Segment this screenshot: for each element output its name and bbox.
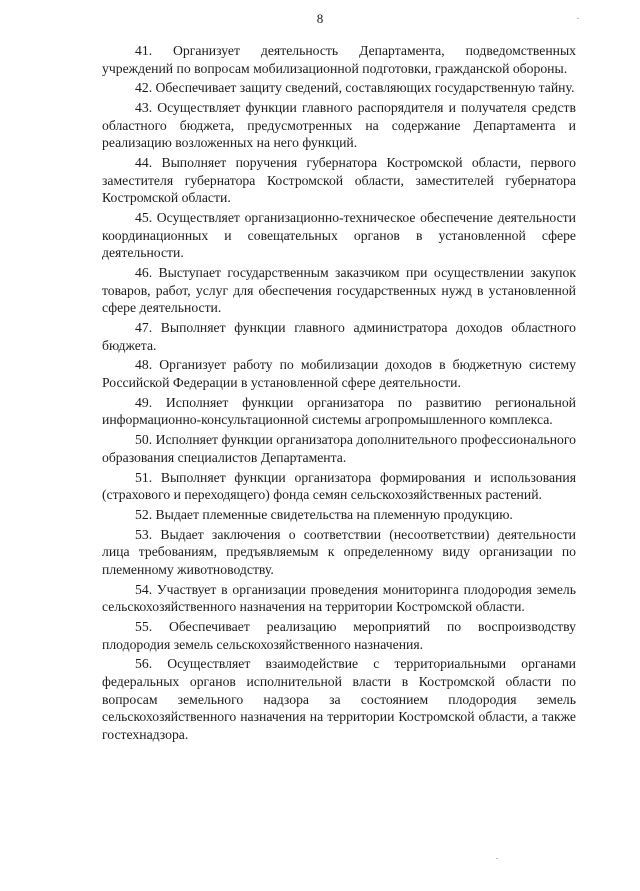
paragraph-52 [102,506,576,524]
paragraph-56 [102,655,576,743]
paragraph-text: Организует деятельность Департамента, подведомственных учреждений по вопросам мобилизационной подготовки, гражданской обороны. [102,43,577,76]
paragraph-text: Выполняет поручения губернатора Костромской области, первого заместителя губернатора Костромской области, заместителей губернатора Костромской области. [102,155,577,206]
paragraph-54 [102,581,576,616]
paragraph-number: 44. [135,155,153,171]
paragraph-42 [102,79,576,97]
paragraph-number: 42. [135,80,153,96]
paragraph-number: 50. [135,432,153,448]
paragraph-text: Обеспечивает реализацию мероприятий по воспроизводству плодородия земель сельскохозяйственного назначения. [102,619,577,652]
paragraph-number: 41. [135,43,153,58]
paragraph-number: 46. [135,265,153,281]
paragraph-number: 56. [135,656,153,672]
paragraph-45 [102,209,576,262]
paragraph-number: 47. [135,320,153,336]
document-body [102,42,576,746]
paragraph-50 [102,431,576,466]
paragraph-49 [102,394,576,429]
paragraph-44 [102,154,576,207]
paragraph-text: Осуществляет взаимодействие с территориальными органами федеральных органов исполнительной власти в Костромской области по вопросам земельного надзора за состоянием плодородия земель сельскохозяйственного назначения на территории Костромской области, а также гостехнадзора. [102,656,576,742]
paragraph-48 [102,356,576,391]
paragraph-text: Выдает племенные свидетельства на племенную продукцию. [155,506,513,522]
paragraph-51 [102,469,576,504]
paragraph-number: 45. [135,210,153,226]
paragraph-number: 48. [135,357,153,373]
scan-speck [496,858,498,859]
paragraph-text: Участвует в организации проведения мониторинга плодородия земель сельскохозяйственного назначения на территории Костромской области. [102,581,576,615]
paragraph-text: Выполняет функции организатора формирования и использования (страхового и переходящего) фонда семян сельскохозяйственных растений. [102,469,577,503]
paragraph-text: Выполняет функции главного администратора доходов областного бюджета. [102,320,576,353]
scan-speck [577,18,579,19]
paragraph-53 [102,526,576,579]
paragraph-number: 43. [135,100,153,116]
paragraph-text: Исполняет функции организатора дополнительного профессионального образования специалистов Департамента. [102,432,577,465]
paragraph-47 [102,319,576,354]
paragraph-text: Организует работу по мобилизации доходов в бюджетную систему Российской Федерации в установленной сфере деятельности. [102,357,577,390]
page-number: 8 [316,11,324,26]
paragraph-number: 49. [135,394,153,410]
paragraph-55 [102,618,576,653]
paragraph-41 [102,42,576,77]
paragraph-text: Выдает заключения о соответствии (несоответствии) деятельности лица требованиям, предъявляемым к определенному виду организации по племенному животноводству. [102,526,577,577]
paragraph-text: Осуществляет функции главного распорядителя и получателя средств областного бюджета, предусмотренных на содержание Департамента и реализацию возложенных на него функций. [102,100,577,151]
paragraph-46 [102,264,576,317]
paragraph-text: Обеспечивает защиту сведений, составляющих государственную тайну. [155,80,575,96]
paragraph-number: 51. [135,469,153,485]
paragraph-number: 52. [135,506,153,522]
paragraph-text: Исполняет функции организатора по развитию региональной информационно-консультационной системы агропромышленного комплекса. [102,394,576,428]
paragraph-text: Осуществляет организационно-техническое обеспечение деятельности координационных и совещательных органов в установленной сфере деятельности. [102,210,576,261]
paragraph-43 [102,99,576,152]
paragraph-number: 55. [135,619,153,635]
paragraph-number: 53. [135,526,153,542]
paragraph-text: Выступает государственным заказчиком при осуществлении закупок товаров, работ, услуг для обеспечения государственных нужд в установленной сфере деятельности. [102,265,576,316]
paragraph-number: 54. [135,581,153,597]
